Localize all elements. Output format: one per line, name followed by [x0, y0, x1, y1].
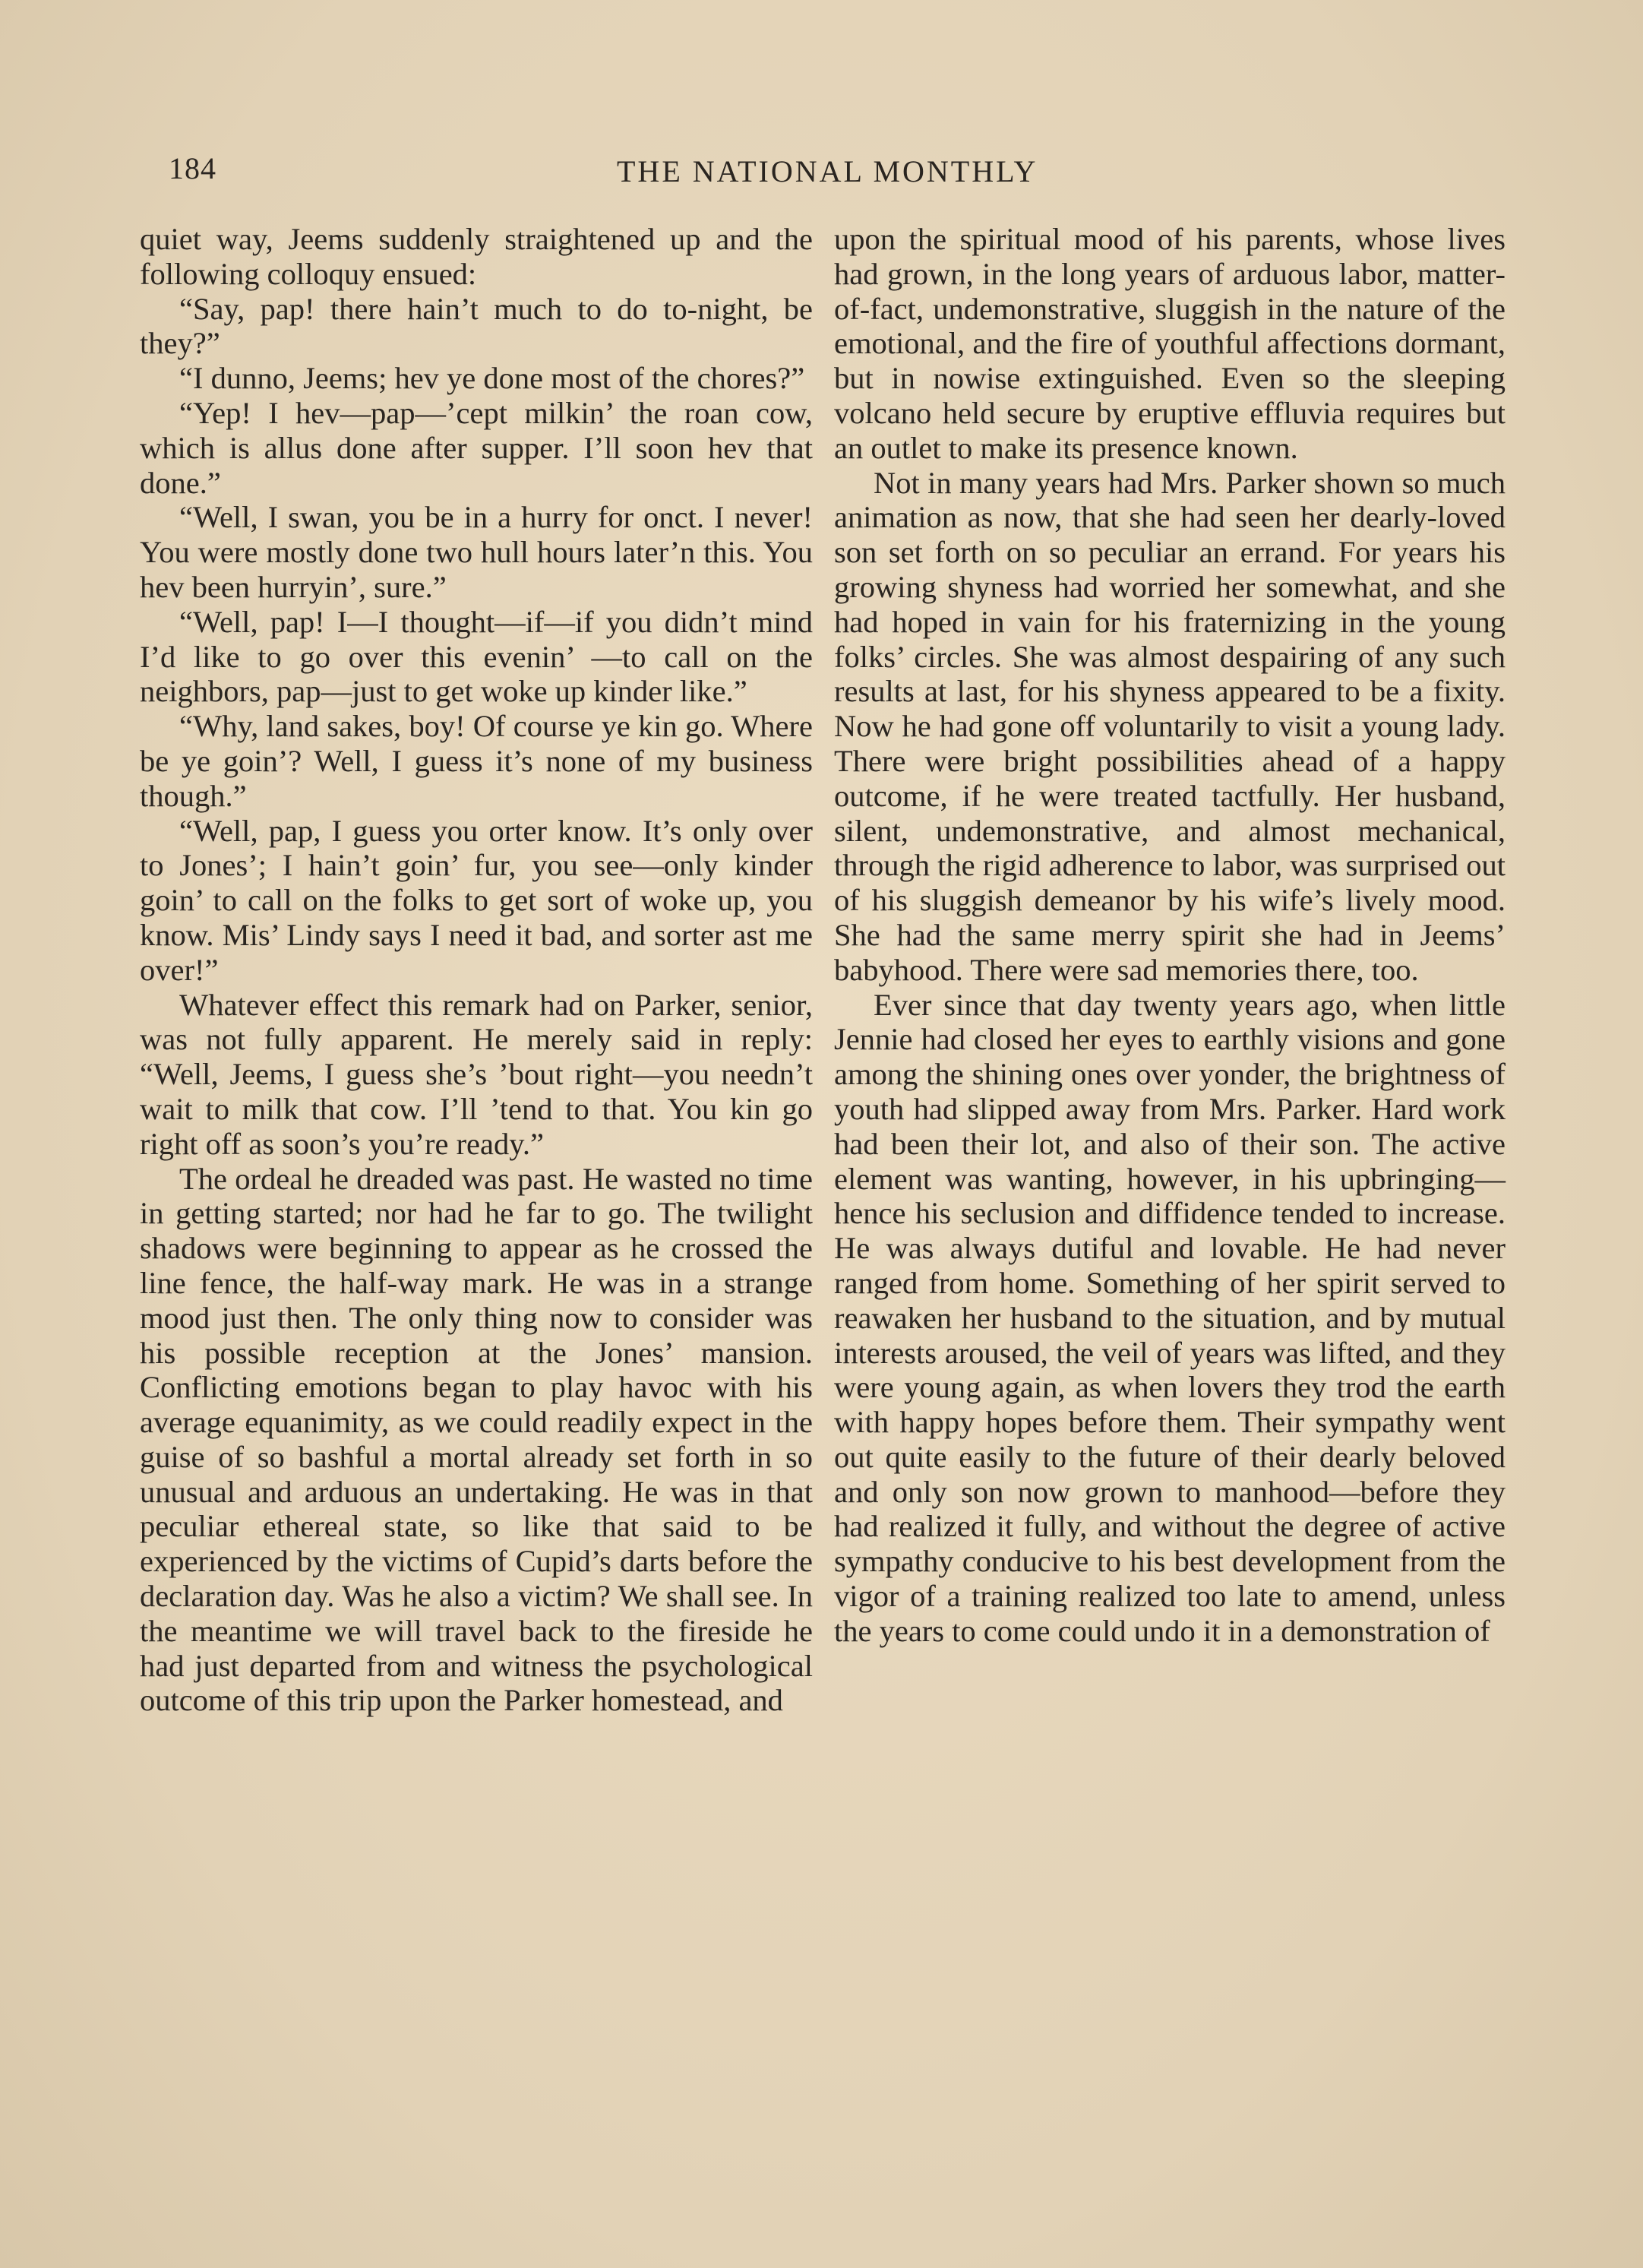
paragraph: “Say, pap! there hain’t much to do to-night, be they?”	[140, 291, 813, 361]
page-header	[0, 150, 1643, 196]
paragraph: quiet way, Jeems suddenly straightened up and the following colloquy ensued:	[140, 222, 813, 291]
paragraph: Whatever effect this remark had on Parker, senior, was not fully apparent. He merely said in reply: “Well, Jeems, I guess she’s ’bout right—you needn’t wait to milk that cow. I’ll ’tend to that. You kin go right off as soon’s you’re ready.”	[140, 987, 813, 1161]
paragraph: Ever since that day twenty years ago, when little Jennie had closed her eyes to earthly visions and gone among the shining ones over yonder, the brightness of youth had slipped away from Mrs. Parker. Hard work had been their lot, and also of their son. The active element was wanting, however, in his upbringing—hence his seclusion and diffidence tended to increase. He was always dutiful and lovable. He had never ranged from home. Something of her spirit served to reawaken her husband to the situation, and by mutual interests aroused, the veil of years was lifted, and they were young again, as when lovers they trod the earth with happy hopes before them. Their sympathy went out quite easily to the future of their dearly beloved and only son now grown to manhood—before they had realized it fully, and without the degree of active sympathy conducive to his best development from the vigor of a training realized too late to amend, unless the years to come could undo it in a demonstration of	[834, 987, 1506, 1648]
paragraph: “Why, land sakes, boy! Of course ye kin go. Where be ye goin’? Well, I guess it’s none of my business though.”	[140, 709, 813, 813]
right-column	[834, 222, 1506, 1649]
page-number: 184	[169, 151, 216, 185]
paragraph: “Yep! I hev—pap—’cept milkin’ the roan cow, which is allus done after supper. I’ll soon hev that done.”	[140, 395, 813, 500]
paragraph: Not in many years had Mrs. Parker shown so much animation as now, that she had seen her dearly-loved son set forth on so peculiar an errand. For years his growing shyness had worried her somewhat, and she had hoped in vain for his fraternizing in the young folks’ circles. She was almost despairing of any such results at last, for his shyness appeared to be a fixity. Now he had gone off voluntarily to visit a young lady. There were bright possibilities ahead of a happy outcome, if he were treated tactfully. Her husband, silent, undemonstrative, and almost mechanical, through the rigid adherence to labor, was surprised out of his sluggish demeanor by his wife’s lively mood. She had the same merry spirit she had in Jeems’ babyhood. There were sad memories there, too.	[834, 465, 1506, 987]
left-column	[140, 222, 813, 1718]
paragraph: “Well, I swan, you be in a hurry for onct. I never! You were mostly done two hull hours later’n this. You hev been hurryin’, sure.”	[140, 500, 813, 604]
paragraph: The ordeal he dreaded was past. He wasted no time in getting started; nor had he far to go. The twilight shadows were beginning to appear as he crossed the line fence, the half-way mark. He was in a strange mood just then. The only thing now to consider was his possible reception at the Jones’ mansion. Conflicting emotions began to play havoc with his average equanimity, as we could readily expect in the guise of so bashful a mortal already set forth in so unusual and arduous an undertaking. He was in that peculiar ethereal state, so like that said to be experienced by the victims of Cupid’s darts before the declaration day. Was he also a victim? We shall see. In the meantime we will travel back to the fireside he had just departed from and witness the psychological outcome of this trip upon the Parker homestead, and	[140, 1161, 813, 1718]
paragraph: “Well, pap, I guess you orter know. It’s only over to Jones’; I hain’t goin’ fur, you see—only kinder goin’ to call on the folks to get sort of woke up, you know. Mis’ Lindy says I need it bad, and sorter ast me over!”	[140, 813, 813, 987]
paragraph: upon the spiritual mood of his parents, whose lives had grown, in the long years of arduous labor, matter-of-fact, undemonstrative, sluggish in the nature of the emotional, and the fire of youthful affections dormant, but in nowise extinguished. Even so the sleeping volcano held secure by eruptive effluvia requires but an outlet to make its presence known.	[834, 222, 1506, 465]
paragraph: “Well, pap! I—I thought—if—if you didn’t mind I’d like to go over this evenin’ —to call on the neighbors, pap—just to get woke up kinder like.”	[140, 604, 813, 709]
paragraph: “I dunno, Jeems; hev ye done most of the chores?”	[179, 361, 805, 396]
running-head: THE NATIONAL MONTHLY	[617, 154, 1038, 188]
